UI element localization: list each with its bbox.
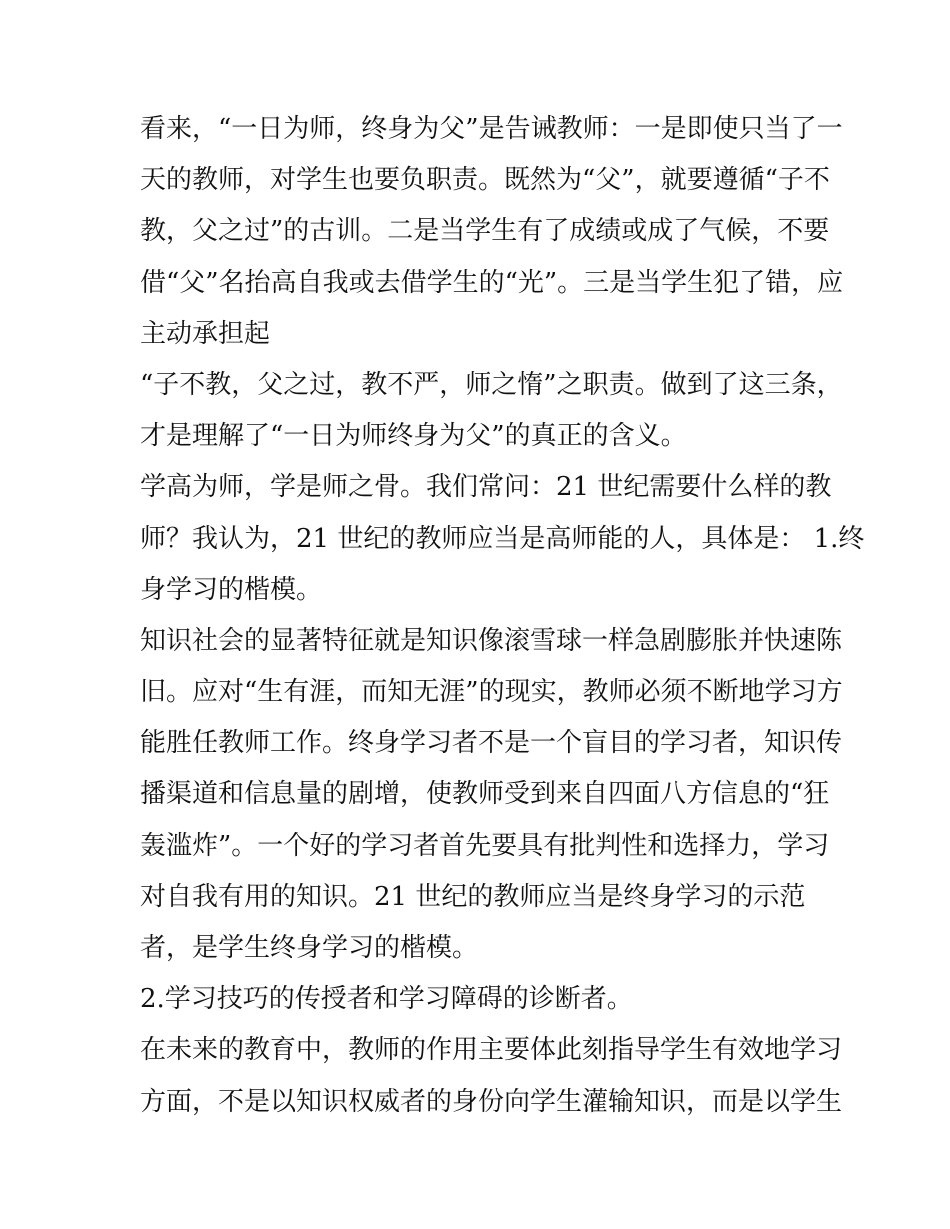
text-line: 方面，不是以知识权威者的身份向学生灌输知识，而是以学生 [140, 1086, 843, 1117]
text-line: 主动承担起 [140, 318, 271, 349]
text-line: 旧。应对“生有涯，而知无涯”的现实，教师必须不断地学习方 [140, 677, 843, 708]
text-line: 者，是学生终身学习的楷模。 [140, 933, 479, 963]
text-line: 借“父”名抬高自我或去借学生的“光”。三是当学生犯了错，应 [140, 267, 844, 298]
text-line: 师？我认为，21 世纪的教师应当是高师能的人，具体是： 1.终 [140, 523, 865, 554]
text-line: 才是理解了“一日为师终身为父”的真正的含义。 [140, 421, 687, 452]
text-line: 2.学习技巧的传授者和学习障碍的诊断者。 [140, 984, 633, 1015]
text-line: 知识社会的显著特征就是知识像滚雪球一样急剧膨胀并快速陈 [140, 625, 843, 656]
text-line: 看来，“一日为师，终身为父”是告诫教师：一是即使只当了一 [140, 114, 843, 144]
text-line: 对自我有用的知识。21 世纪的教师应当是终身学习的示范 [140, 881, 806, 912]
text-line: 教，父之过”的古训。二是当学生有了成绩或成了气候，不要 [140, 216, 830, 247]
text-line: 学高为师，学是师之骨。我们常问：21 世纪需要什么样的教 [140, 472, 832, 503]
text-line: 播渠道和信息量的剧增，使教师受到来自四面八方信息的“狂 [140, 779, 830, 810]
text-line: 能胜任教师工作。终身学习者不是一个盲目的学习者，知识传 [140, 728, 843, 759]
text-line: 身学习的楷模。 [140, 574, 323, 605]
text-line: 在未来的教育中，教师的作用主要体此刻指导学生有效地学习 [140, 1035, 843, 1066]
text-line: 轰滥炸”。一个好的学习者首先要具有批判性和选择力，学习 [140, 830, 830, 861]
text-line: 天的教师，对学生也要负职责。既然为“父”，就要遵循“子不 [140, 165, 830, 196]
text-line: “子不教，父之过，教不严，师之惰”之职责。做到了这三条， [140, 369, 843, 400]
document-body [140, 104, 865, 1128]
